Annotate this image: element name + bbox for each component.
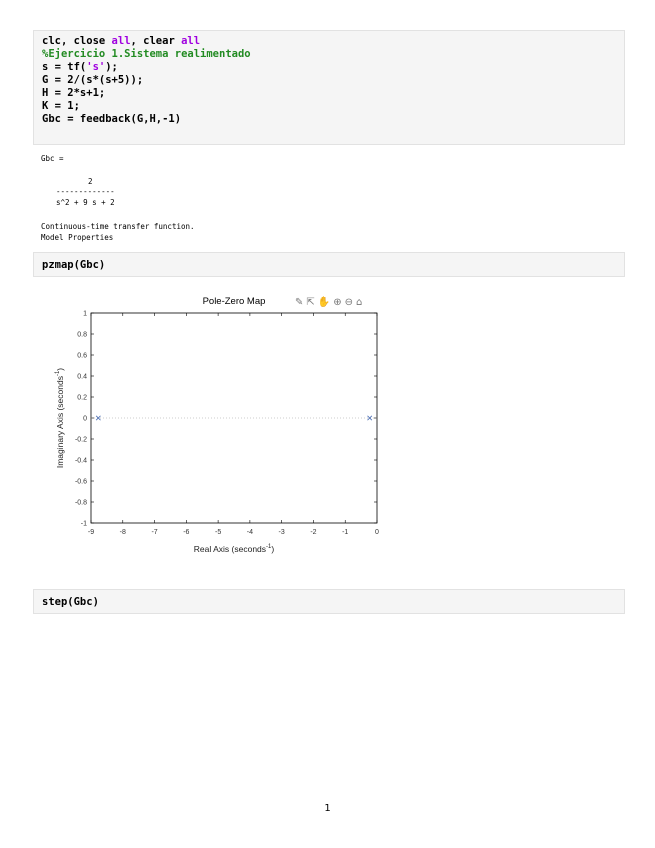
x-tick-label: -9 — [87, 529, 95, 536]
x-tick-label: 0 — [375, 529, 379, 536]
page-number: 1 — [324, 803, 331, 814]
zoom-in-icon[interactable]: ⊕ — [333, 297, 342, 308]
x-axis-label: Real Axis (seconds$^{-1}$) — [193, 544, 275, 554]
y-tick-label: 0.6 — [77, 352, 87, 360]
x-tick-label: -7 — [151, 529, 158, 536]
x-tick-label: -8 — [119, 529, 126, 536]
code-cell-1[interactable] — [33, 30, 625, 145]
x-tick-label: -5 — [214, 529, 222, 536]
code-cell-3[interactable] — [33, 589, 625, 614]
pan-icon[interactable]: ✋ — [317, 297, 331, 308]
y-tick-label: -0.4 — [74, 457, 87, 465]
y-tick-label: -1 — [80, 520, 87, 528]
y-tick-label: 1 — [83, 310, 87, 318]
y-tick-label: 0.4 — [77, 373, 87, 381]
x-tick-label: -4 — [246, 529, 254, 536]
code-comment: %Ejercicio 1.Sistema realimentado — [42, 48, 251, 60]
y-tick-label: 0 — [83, 415, 87, 423]
model-properties-link[interactable]: Model Properties — [41, 233, 114, 242]
x-tick-label: -2 — [310, 529, 317, 536]
home-icon[interactable]: ⌂ — [356, 297, 363, 308]
output-denominator: s^2 + 9 s + 2 — [56, 198, 115, 207]
x-tick-label: -6 — [183, 529, 190, 536]
code-line: step(Gbc) — [42, 596, 99, 608]
y-tick-label: -0.8 — [74, 499, 87, 507]
code-line: K = 1; — [42, 100, 80, 112]
code-line: Gbc = feedback(G,H,-1) — [42, 113, 182, 125]
output-numerator: 2 — [88, 177, 93, 186]
code-line: H = 2*s+1; — [42, 87, 106, 99]
figure-toolbar — [295, 297, 362, 308]
code-line: clc, close all, clear all — [42, 35, 201, 47]
code-line: G = 2/(s*(s+5)); — [42, 74, 144, 86]
y-tick-label: -0.6 — [74, 478, 87, 486]
code-line: pzmap(Gbc) — [42, 259, 106, 271]
y-axis-label: Imaginary Axis (seconds$^{-1}$) — [55, 367, 65, 469]
brush-icon[interactable]: ✎ — [295, 297, 304, 308]
code-line: s = tf('s'); — [42, 61, 118, 73]
output-description: Continuous-time transfer function. — [41, 222, 195, 231]
y-tick-label: 0.8 — [77, 331, 87, 339]
pole-zero-plot[interactable] — [48, 290, 393, 580]
y-tick-label: 0.2 — [77, 394, 87, 402]
output-var: Gbc = — [41, 154, 64, 163]
output-fraction-bar: ------------- — [56, 187, 115, 196]
datatip-icon[interactable]: ⇱ — [306, 297, 315, 308]
y-tick-label: -0.2 — [74, 436, 87, 444]
zoom-out-icon[interactable]: ⊖ — [344, 297, 354, 308]
x-tick-label: -3 — [278, 529, 285, 536]
chart-title: Pole-Zero Map — [202, 296, 266, 307]
x-tick-label: -1 — [342, 529, 349, 536]
code-cell-2[interactable] — [33, 252, 625, 277]
